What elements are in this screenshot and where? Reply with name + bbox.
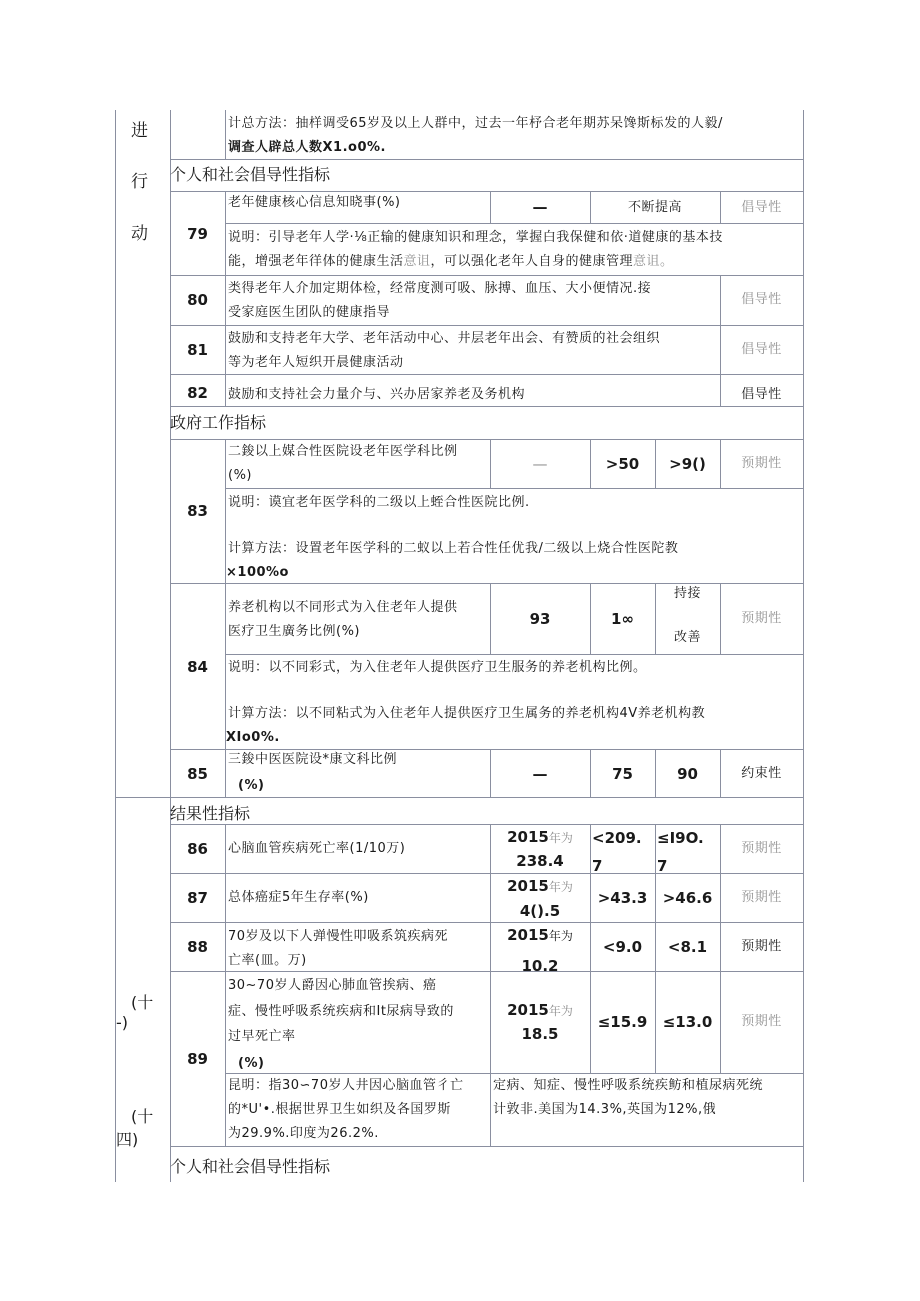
note-line: 计敦非.美国为14.3%,英国为12%,俄 — [493, 1102, 717, 1117]
indicator-type: 预期性 — [741, 456, 782, 471]
grid-h — [115, 797, 803, 798]
target-2030: 持接 — [673, 586, 701, 601]
indicator-name: 症、慢性呼吸系统疾病和It尿病导致的 — [228, 1004, 454, 1019]
indicator-type: 预期性 — [741, 841, 782, 856]
indicator-type: 预期性 — [741, 611, 782, 626]
indicator-name: 老年健康核心信息知晓事(%) — [228, 195, 401, 210]
note-line: 能，增强老年徉体的健康生活意诅，可以强化老年人自身的健康管理意诅。 — [228, 254, 674, 269]
baseline-value: 2015年为 — [507, 926, 573, 944]
grid-h — [225, 654, 803, 655]
baseline-value: — — [532, 765, 548, 783]
calc-method-line: 计总方法：抽样调受65岁及以上人群中，过去一年杼合老年期苏呆馋斯标发的人毅/ — [228, 116, 723, 131]
note-line: 计算方法：设置老年医学科的二蚁以上若合性任优我/二级以上烧合性医陀教 — [228, 541, 679, 556]
row-number: 84 — [187, 658, 208, 676]
grid-v — [225, 191, 226, 406]
section-heading: 政府工作指标 — [170, 413, 267, 432]
baseline-value: 2015年为 — [507, 1001, 573, 1019]
target-2022: 7 — [592, 857, 603, 873]
row-number: 89 — [187, 1050, 208, 1068]
row-number: 82 — [187, 384, 208, 402]
note-line: 说明：引导老年人学·⅛正输的健康知识和理念，掌握白我保健和依·道健康的基本技 — [228, 230, 723, 245]
target-2030: ≤13.0 — [662, 1013, 713, 1031]
baseline-value: — — [532, 455, 548, 473]
indicator-name: (%) — [228, 468, 252, 483]
baseline-value: 10.2 — [521, 957, 559, 971]
indicator-name: 亡率(皿。万) — [228, 953, 307, 968]
grid-h — [170, 325, 803, 326]
grid-h — [225, 488, 803, 489]
target-2030: >46.6 — [662, 889, 713, 907]
grid-h — [170, 275, 803, 276]
row-number: 83 — [187, 502, 208, 520]
indicator-name: 鼓励和支持老年大学、老年活动中心、井层老年出会、有赞质的社会组织 — [228, 331, 661, 346]
section-heading: 个人和社会倡导性指标 — [170, 165, 331, 184]
target-2030: <8.1 — [667, 938, 708, 956]
grid-v — [225, 824, 226, 1146]
indicator-name: 医疗卫生廣务比例(%) — [228, 624, 360, 639]
table-border-right — [803, 110, 804, 1182]
indicator-name: 受家庭医生团队的健康指导 — [228, 305, 391, 320]
grid-h — [170, 1146, 803, 1147]
indicator-name: 三鋑中医医院设*康文科比例 — [228, 752, 398, 767]
row-number: 79 — [187, 225, 208, 243]
grid-v — [490, 824, 491, 1146]
target-2022: 1∞ — [611, 610, 634, 628]
target-2030: 7 — [657, 857, 668, 873]
baseline-value: 2015年为 — [507, 877, 573, 895]
side-label: 行 — [131, 172, 148, 192]
baseline-value: 18.5 — [521, 1025, 559, 1043]
note-line: 说明：以不同彩式，为入住老年人提供医疗卫生服务的养老机构比例。 — [228, 660, 647, 675]
baseline-value: — — [532, 198, 548, 216]
section-heading: 结果性指标 — [170, 804, 251, 823]
indicator-name: 过早死亡率 — [228, 1029, 296, 1044]
indicator-type: 倡导性 — [741, 387, 782, 402]
grid-h — [170, 922, 803, 923]
target-2022: >50 — [605, 455, 640, 473]
target-2022: 75 — [612, 765, 633, 783]
indicator-name: 等为老年人短织开晨健康活动 — [228, 355, 404, 370]
target-value: 不断提高 — [627, 200, 682, 215]
indicator-name: 养老机构以不同形式为入住老年人提供 — [228, 600, 458, 615]
note-line: 说明：谟宜老年医学科的二级以上蛭合性医院比例. — [228, 495, 530, 510]
row-number: 87 — [187, 889, 208, 907]
baseline-value: 2015年为 — [507, 828, 573, 846]
indicator-name: 30~70岁人爵因心肺血管挨病、癌 — [228, 978, 437, 993]
row-number: 88 — [187, 938, 208, 956]
note-line: 计算方法：以不同粘式为入住老年人提供医疗卫生属务的养老机构4V养老机构教 — [228, 706, 706, 721]
row-number: 85 — [187, 765, 208, 783]
target-2022: ≤15.9 — [597, 1013, 648, 1031]
indicator-name: 总体癌症5年生存率(%) — [228, 890, 369, 905]
note-line: 的*U'•.根据世界卫生如织及各国罗斯 — [228, 1102, 451, 1117]
note-line: 定病、知症、慢性呼吸系统疾鲂和植尿病死统 — [493, 1078, 764, 1093]
indicator-name: 鼓励和支持社会力量介与、兴办居家养老及务机构 — [228, 387, 526, 402]
baseline-value: 238.4 — [516, 852, 564, 870]
indicator-type: 预期性 — [741, 1014, 782, 1029]
side-label: 动 — [131, 224, 148, 244]
row-number: 86 — [187, 840, 208, 858]
note-line: 为29.9%.印度为26.2%. — [228, 1126, 379, 1141]
indicator-name: 二鋑以上媒合性医院设老年医学科比例 — [228, 444, 458, 459]
table-border-col1 — [170, 110, 171, 1182]
target-2030: 改善 — [673, 630, 701, 645]
target-2022: >43.3 — [597, 889, 648, 907]
indicator-type: 预期性 — [741, 890, 782, 905]
row-number: 80 — [187, 291, 208, 309]
grid-h — [225, 223, 803, 224]
side-label: 四) — [116, 1130, 139, 1149]
side-label: 进 — [131, 121, 148, 141]
indicator-type: 预期性 — [741, 939, 782, 954]
note-line: XIo0%. — [226, 730, 280, 745]
indicator-type: 倡导性 — [741, 292, 782, 307]
note-line: ×100%o — [226, 565, 289, 580]
target-2022: <209. — [592, 829, 642, 847]
indicator-type: 倡导性 — [741, 200, 782, 215]
indicator-name: (%) — [238, 1056, 265, 1071]
indicator-name: (%) — [238, 778, 265, 793]
target-2022: <9.0 — [602, 938, 643, 956]
grid-h — [170, 873, 803, 874]
row-number: 81 — [187, 341, 208, 359]
indicator-name: 70岁及以下人弹慢性叩吸系筑疾病死 — [228, 929, 449, 944]
target-2030: 90 — [677, 765, 698, 783]
baseline-value: 93 — [529, 610, 551, 628]
indicator-type: 倡导性 — [741, 342, 782, 357]
section-heading: 个人和社会倡导性指标 — [170, 1157, 331, 1176]
note-line: 昆明：指30∽70岁人井因心脑血管彳亡 — [228, 1078, 464, 1093]
indicator-type: 约束性 — [741, 766, 782, 781]
side-label: (十 — [131, 993, 154, 1012]
side-label: -) — [116, 1013, 129, 1032]
indicator-name: 心脑血管疾病死亡率(1/10万) — [228, 841, 406, 856]
side-label: (十 — [131, 1107, 154, 1126]
target-2030: ≤I9O. — [657, 829, 704, 847]
grid-h — [170, 824, 803, 825]
indicator-name: 类得老年人介加定期体检，经常度测可吸、脉搏、血压、大小便情况.接 — [228, 281, 652, 296]
grid-v — [225, 110, 226, 160]
baseline-value: 4().5 — [519, 902, 561, 920]
target-2030: >9() — [669, 455, 706, 473]
calc-method-line: 调查人辟总人数X1.o0%. — [228, 140, 386, 155]
